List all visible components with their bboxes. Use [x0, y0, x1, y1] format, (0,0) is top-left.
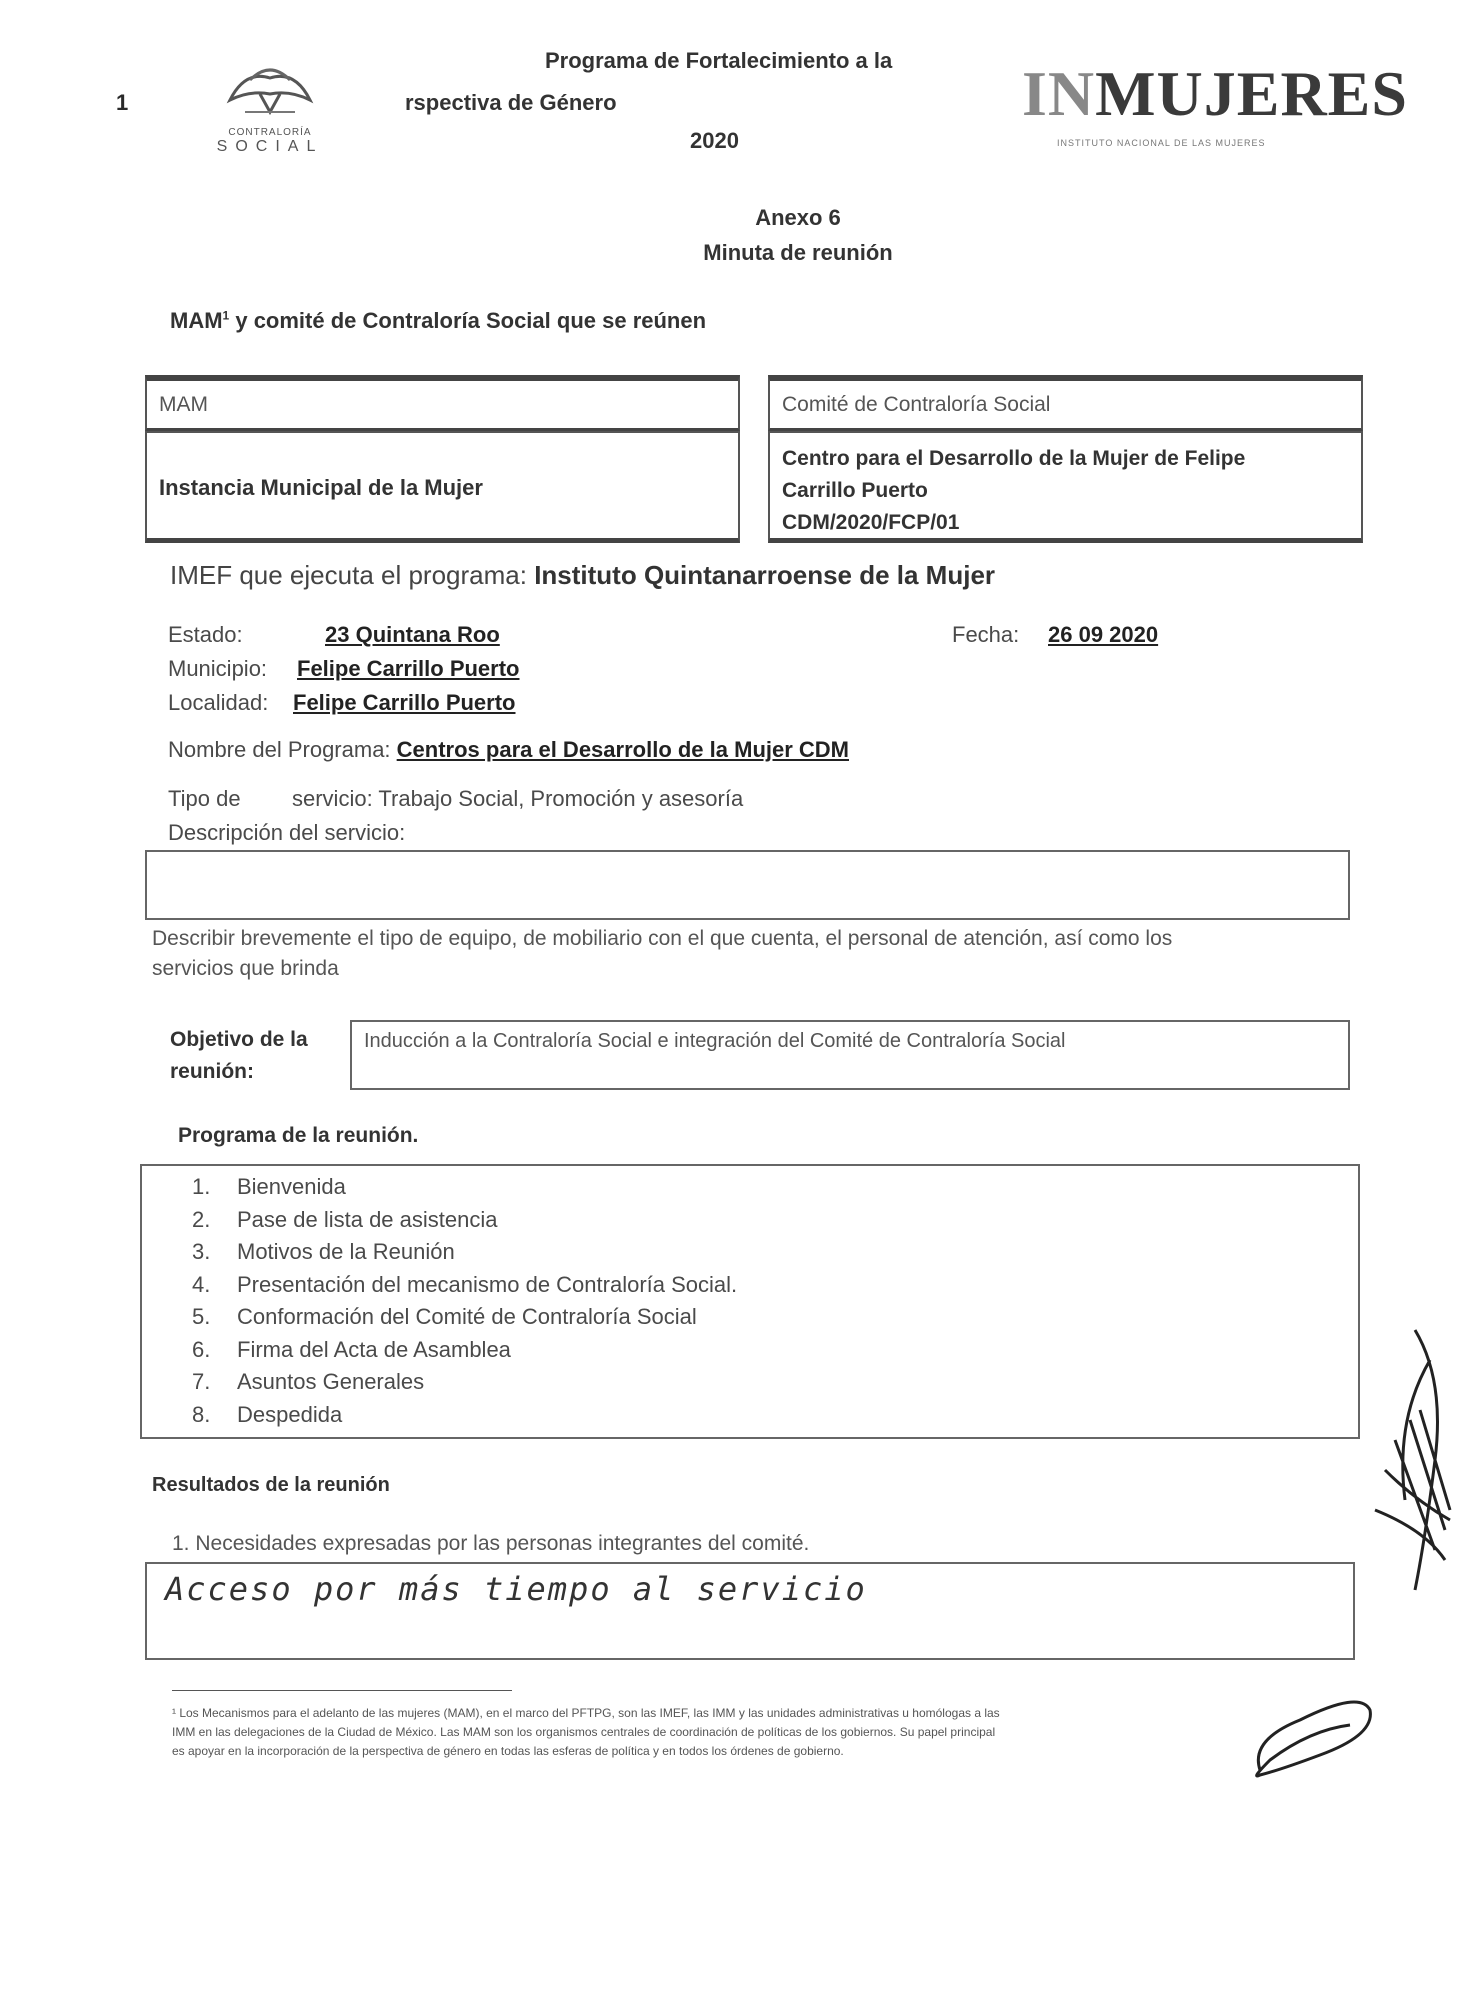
descripcion-label: Descripción del servicio:: [168, 820, 406, 845]
agenda-item-number: 4.: [192, 1271, 211, 1297]
programa-reunion-title: Programa de la reunión.: [178, 1124, 419, 1147]
annex-title: Anexo 6: [755, 205, 841, 230]
footnote-line1: ¹ Los Mecanismos para el adelanto de las mujeres (MAM), en el marco del PFTPG, son las IMEF, las IMM y las unidades administrativas u homólogas a las: [172, 1706, 1000, 1720]
comite-name-line1: Centro para el Desarrollo de la Mujer de Felipe: [782, 447, 1246, 470]
signature-right-margin: [1355, 1320, 1455, 1600]
page-mark: 1: [116, 90, 129, 115]
agenda-item-number: 5.: [192, 1304, 211, 1329]
fecha-label: Fecha:: [952, 622, 1020, 647]
comite-header: Comité de Contraloría Social: [782, 393, 1051, 416]
footnote-line3: es apoyar en la incorporación de la perspectiva de género en todas las esferas de política y en todos los órdenes de gobierno.: [172, 1744, 844, 1758]
objetivo-label-line1: Objetivo de la: [170, 1028, 308, 1051]
localidad-value: Felipe Carrillo Puerto: [293, 690, 516, 715]
municipio-value: Felipe Carrillo Puerto: [297, 656, 520, 681]
minuta-title: Minuta de reunión: [703, 240, 893, 265]
imef-row: [170, 560, 995, 591]
handwritten-response: Acceso por más tiempo al servicio: [165, 1570, 867, 1608]
signature-footnote: [1240, 1680, 1380, 1790]
estado-value: 23 Quintana Roo: [325, 622, 500, 647]
comite-value-box: [768, 431, 1363, 543]
tipo-label: Tipo de: [168, 786, 241, 811]
footnote-rule: [172, 1690, 512, 1691]
agenda-item-number: 2.: [192, 1206, 211, 1232]
agenda-item: [192, 1369, 424, 1395]
programa-value: Centros para el Desarrollo de la Mujer CDM: [396, 737, 849, 762]
mam-header: MAM: [159, 393, 208, 416]
objetivo-label: [170, 1024, 308, 1088]
footnote: [172, 1704, 1372, 1761]
descripcion-box[interactable]: [145, 850, 1350, 920]
agenda-item-text: Despedida: [237, 1401, 343, 1427]
programa-row: [168, 737, 849, 763]
program-year: 2020: [690, 128, 739, 153]
inmujeres-logo: [1022, 58, 1408, 148]
comite-header-box: [768, 375, 1363, 431]
describe-note-line2: servicios que brinda: [152, 957, 339, 980]
intro-rest: y comité de Contraloría Social que se reúnen: [229, 308, 707, 333]
programa-label: Nombre del Programa:: [168, 737, 397, 762]
program-title-line1: Programa de Fortalecimiento a la: [545, 48, 893, 73]
localidad-label: Localidad:: [168, 690, 269, 715]
agenda-item: [192, 1239, 455, 1265]
agenda-item: [192, 1207, 498, 1233]
agenda-item-text: Firma del Acta de Asamblea: [237, 1336, 511, 1362]
program-title-line2: rspectiva de Género: [405, 90, 617, 115]
agenda-item-number: 3.: [192, 1239, 211, 1264]
agenda-item-number: 8.: [192, 1401, 211, 1427]
imef-value: Instituto Quintanarroense de la Mujer: [534, 560, 996, 590]
fecha-value: 26 09 2020: [1048, 622, 1159, 647]
agenda-item: [192, 1174, 346, 1200]
inmujeres-logo-sub: INSTITUTO NACIONAL DE LAS MUJERES: [1057, 138, 1266, 148]
municipio-label: Municipio:: [168, 656, 268, 681]
agenda-item-number: 7.: [192, 1369, 211, 1394]
resultados-box: [145, 1562, 1355, 1660]
mam-header-box: [145, 375, 740, 431]
agenda-item-text: Asuntos Generales: [237, 1369, 425, 1394]
mam-value: Instancia Municipal de la Mujer: [159, 475, 483, 500]
objetivo-value: Inducción a la Contraloría Social e integración del Comité de Contraloría Social: [364, 1030, 1066, 1052]
agenda-item: [192, 1304, 697, 1330]
agenda-item: [192, 1337, 511, 1363]
contraloria-social-logo: [190, 60, 350, 160]
agenda-item-number: 1.: [192, 1174, 211, 1199]
agenda-box: [140, 1164, 1360, 1439]
agenda-item: [192, 1272, 737, 1298]
footnote-line2: IMM en las delegaciones de la Ciudad de México. Las MAM son los organismos centrales de coordinación de políticas de los gobiernos. Su papel principal: [172, 1725, 996, 1739]
agenda-item-text: Presentación del mecanismo de Contraloría Social.: [237, 1271, 738, 1297]
agenda-item-text: Pase de lista de asistencia: [237, 1206, 498, 1232]
estado-label: Estado:: [168, 622, 243, 647]
imef-label: IMEF que ejecuta el programa:: [170, 560, 535, 590]
intro-footnote-mark: 1: [222, 308, 230, 323]
resultados-title: Resultados de la reunión: [152, 1474, 390, 1496]
agenda-item-text: Motivos de la Reunión: [237, 1239, 455, 1264]
describe-note-line1: Describir brevemente el tipo de equipo, de mobiliario con el que cuenta, el personal de atención, así como los: [152, 927, 1173, 950]
intro-prefix: MAM: [170, 308, 223, 333]
tipo-value: servicio: Trabajo Social, Promoción y asesoría: [292, 786, 744, 811]
describe-note: [152, 924, 1382, 984]
agenda-item-text: Conformación del Comité de Contraloría Social: [237, 1304, 697, 1329]
agenda-item-number: 6.: [192, 1336, 211, 1362]
resultados-item1: 1. Necesidades expresadas por las personas integrantes del comité.: [172, 1532, 810, 1555]
inmujeres-logo-mujeres: MUJERES: [1095, 58, 1408, 129]
objetivo-box: [350, 1020, 1350, 1090]
comite-name-line2: Carrillo Puerto: [782, 479, 928, 502]
intro-label: [170, 308, 706, 334]
comite-code: CDM/2020/FCP/01: [782, 511, 960, 534]
mam-value-box: [145, 431, 740, 543]
objetivo-label-line2: reunión:: [170, 1060, 254, 1083]
agenda-item-text: Bienvenida: [237, 1174, 346, 1199]
agenda-item: [192, 1402, 342, 1428]
cs-logo-line2: SOCIAL: [216, 138, 324, 155]
cs-logo-line1: CONTRALORÍA: [228, 127, 312, 138]
inmujeres-logo-in: IN: [1022, 58, 1096, 129]
eagle-icon: [190, 60, 350, 122]
